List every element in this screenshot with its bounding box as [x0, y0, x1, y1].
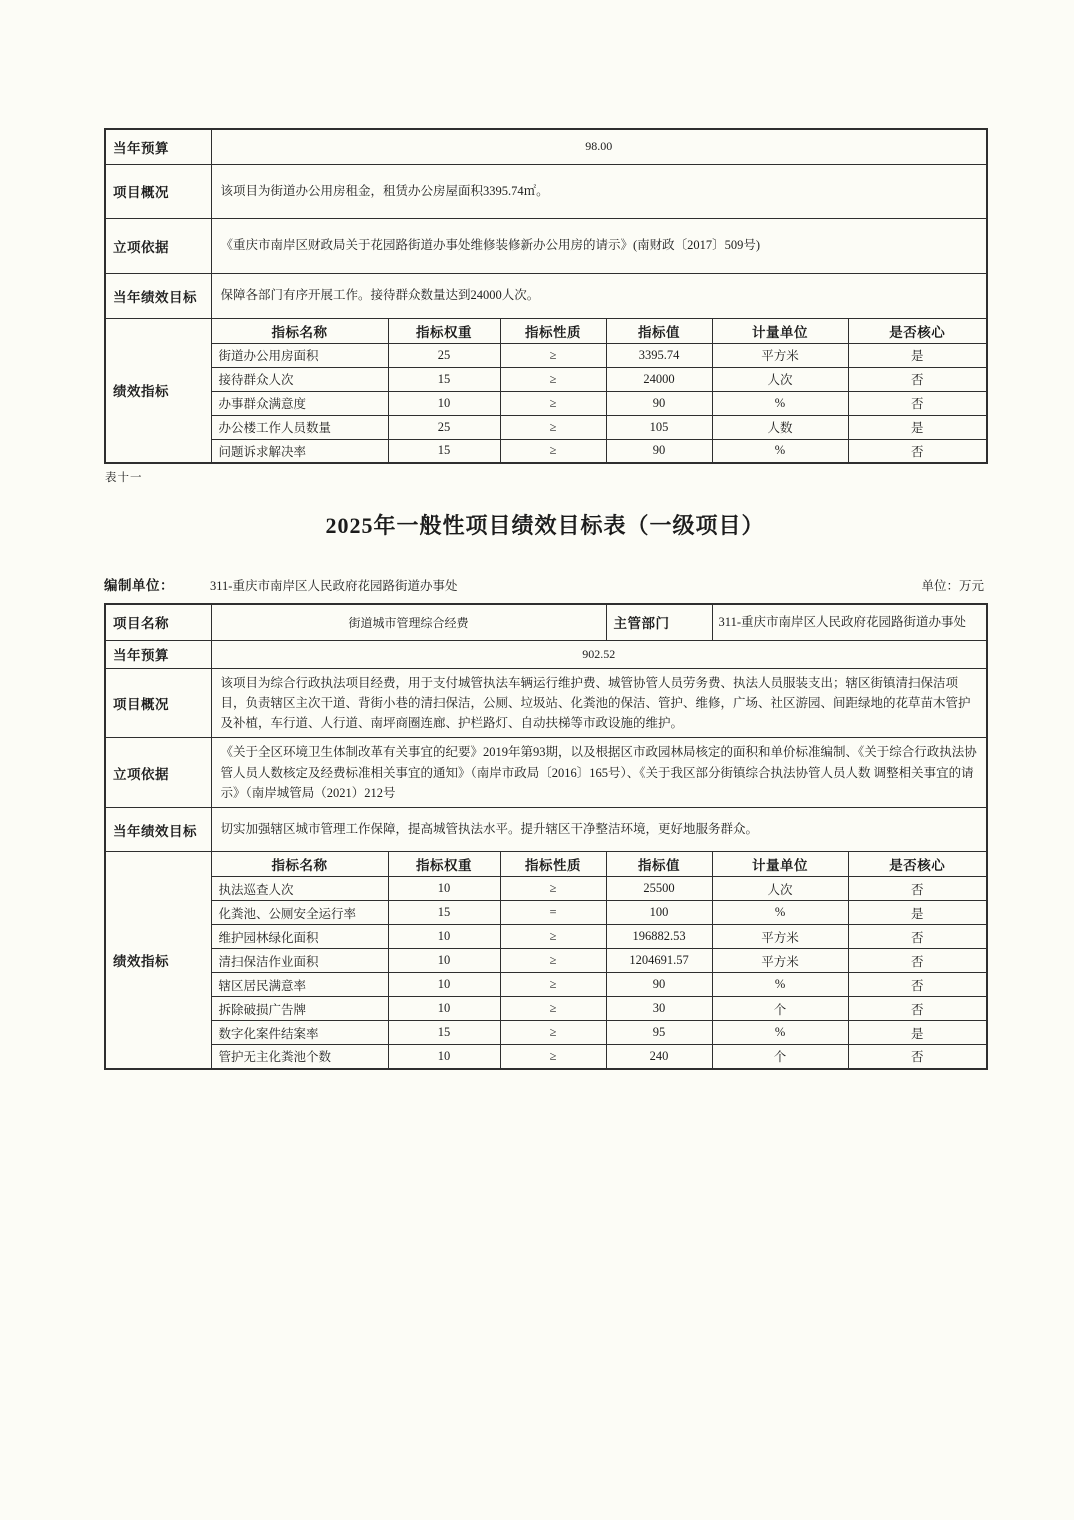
indicator-nature-cell: ≥: [500, 997, 606, 1021]
header-indicator-nature: 指标性质: [500, 852, 606, 877]
row-project-basis: [105, 738, 987, 808]
indicator-value-cell: 24000: [606, 367, 712, 391]
indicator-value-cell: 240: [606, 1045, 712, 1069]
header-indicator-nature: 指标性质: [500, 318, 606, 343]
indicator-unit-cell: 平方米: [712, 949, 848, 973]
indicator-core-cell: 是: [848, 343, 987, 367]
annual-budget-value: 98.00: [211, 129, 987, 164]
indicator-row: [105, 997, 987, 1021]
performance-indicators-label: 绩效指标: [105, 852, 211, 1069]
indicator-value-cell: 3395.74: [606, 343, 712, 367]
indicator-value-cell: 30: [606, 997, 712, 1021]
indicator-row: [105, 877, 987, 901]
indicator-name-cell: 办事群众满意度: [211, 391, 388, 415]
header-indicator-name: 指标名称: [211, 852, 388, 877]
indicator-core-cell: 是: [848, 1021, 987, 1045]
indicator-nature-cell: ≥: [500, 391, 606, 415]
indicator-weight-cell: 10: [388, 391, 500, 415]
indicator-row: [105, 901, 987, 925]
header-indicator-unit: 计量单位: [712, 852, 848, 877]
indicator-nature-cell: ≥: [500, 877, 606, 901]
prepared-by: [104, 574, 457, 594]
row-project-overview: [105, 668, 987, 738]
project-basis-label: 立项依据: [105, 218, 211, 273]
header-indicator-weight: 指标权重: [388, 852, 500, 877]
indicator-weight-cell: 10: [388, 949, 500, 973]
indicator-row: [105, 343, 987, 367]
header-indicator-value: 指标值: [606, 852, 712, 877]
indicator-core-cell: 否: [848, 925, 987, 949]
prepared-by-label: 编制单位：: [104, 578, 174, 593]
indicator-name-cell: 管护无主化粪池个数: [211, 1045, 388, 1069]
indicator-nature-cell: ≥: [500, 367, 606, 391]
project-overview-label: 项目概况: [105, 668, 211, 738]
row-annual-budget: [105, 129, 987, 164]
indicator-core-cell: 否: [848, 877, 987, 901]
indicator-row: [105, 391, 987, 415]
meta-row: [104, 574, 986, 594]
annual-budget-label: 当年预算: [105, 640, 211, 668]
indicator-core-cell: 是: [848, 415, 987, 439]
header-indicator-weight: 指标权重: [388, 318, 500, 343]
indicator-unit-cell: 平方米: [712, 925, 848, 949]
indicator-core-cell: 否: [848, 439, 987, 463]
indicator-weight-cell: 10: [388, 877, 500, 901]
header-indicator-core: 是否核心: [848, 318, 987, 343]
indicator-name-cell: 辖区居民满意率: [211, 973, 388, 997]
indicator-core-cell: 否: [848, 1045, 987, 1069]
project-name-label: 项目名称: [105, 604, 211, 640]
header-indicator-unit: 计量单位: [712, 318, 848, 343]
indicator-nature-cell: ≥: [500, 415, 606, 439]
indicator-nature-cell: ≥: [500, 343, 606, 367]
indicator-weight-cell: 10: [388, 925, 500, 949]
indicator-name-cell: 拆除破损广告牌: [211, 997, 388, 1021]
indicator-core-cell: 是: [848, 901, 987, 925]
indicator-core-cell: 否: [848, 997, 987, 1021]
indicator-row: [105, 367, 987, 391]
row-project-overview: [105, 164, 987, 218]
indicator-nature-cell: =: [500, 901, 606, 925]
performance-indicators-label: 绩效指标: [105, 318, 211, 463]
row-annual-target: [105, 808, 987, 852]
indicator-name-cell: 清扫保洁作业面积: [211, 949, 388, 973]
indicator-row: [105, 1045, 987, 1069]
indicator-header-row: [105, 852, 987, 877]
project-table-1: [104, 128, 988, 464]
indicator-name-cell: 街道办公用房面积: [211, 343, 388, 367]
annual-budget-label: 当年预算: [105, 129, 211, 164]
unit-note: 单位：万元: [921, 579, 984, 593]
indicator-value-cell: 100: [606, 901, 712, 925]
project-overview-text: 该项目为街道办公用房租金，租赁办公房屋面积3395.74㎡。: [211, 164, 987, 218]
indicator-name-cell: 问题诉求解决率: [211, 439, 388, 463]
indicator-name-cell: 数字化案件结案率: [211, 1021, 388, 1045]
indicator-name-cell: 接待群众人次: [211, 367, 388, 391]
indicator-unit-cell: %: [712, 391, 848, 415]
project-overview-label: 项目概况: [105, 164, 211, 218]
indicator-unit-cell: 个: [712, 1045, 848, 1069]
indicator-name-cell: 维护园林绿化面积: [211, 925, 388, 949]
indicator-value-cell: 196882.53: [606, 925, 712, 949]
indicator-core-cell: 否: [848, 391, 987, 415]
indicator-name-cell: 办公楼工作人员数量: [211, 415, 388, 439]
indicator-nature-cell: ≥: [500, 925, 606, 949]
indicator-unit-cell: 个: [712, 997, 848, 1021]
supervisor-value: 311-重庆市南岸区人民政府花园路街道办事处: [712, 604, 987, 640]
annual-budget-value: 902.52: [211, 640, 987, 668]
indicator-weight-cell: 10: [388, 973, 500, 997]
annual-target-text: 保障各部门有序开展工作。接待群众数量达到24000人次。: [211, 273, 987, 318]
indicator-unit-cell: %: [712, 439, 848, 463]
indicator-core-cell: 否: [848, 367, 987, 391]
annual-target-label: 当年绩效目标: [105, 273, 211, 318]
indicator-weight-cell: 25: [388, 415, 500, 439]
indicator-header-row: [105, 318, 987, 343]
indicator-row: [105, 439, 987, 463]
row-annual-target: [105, 273, 987, 318]
project-basis-text: 《关于全区环境卫生体制改革有关事宜的纪要》2019年第93期，以及根据区市政园林局核定的面积和单价标准编制、《关于综合行政执法协管人员人数核定及经费标准相关事宜的通知》（南岸市政局〔2016〕165号）、《关于我区部分街镇综合执法协管人员人数 调整相关事宜的请示》（南岸城管局（2021）212号: [211, 738, 987, 808]
prepared-by-value: 311-重庆市南岸区人民政府花园路街道办事处: [210, 579, 458, 593]
header-indicator-core: 是否核心: [848, 852, 987, 877]
indicator-nature-cell: ≥: [500, 1021, 606, 1045]
indicator-row: [105, 415, 987, 439]
indicator-weight-cell: 10: [388, 1045, 500, 1069]
page-title: 2025年一般性项目绩效目标表（一级项目）: [325, 513, 765, 538]
indicator-core-cell: 否: [848, 973, 987, 997]
indicator-unit-cell: %: [712, 901, 848, 925]
indicator-unit-cell: 平方米: [712, 343, 848, 367]
indicator-weight-cell: 15: [388, 367, 500, 391]
row-project-name: [105, 604, 987, 640]
table-caption: 表十一: [105, 472, 143, 484]
supervisor-label: 主管部门: [606, 604, 712, 640]
indicator-unit-cell: 人数: [712, 415, 848, 439]
indicator-weight-cell: 15: [388, 901, 500, 925]
indicator-nature-cell: ≥: [500, 949, 606, 973]
document-content: [104, 128, 986, 1070]
indicator-value-cell: 105: [606, 415, 712, 439]
indicator-unit-cell: 人次: [712, 877, 848, 901]
indicator-row: [105, 973, 987, 997]
project-overview-text: 该项目为综合行政执法项目经费，用于支付城管执法车辆运行维护费、城管协管人员劳务费、执法人员服装支出；辖区街镇清扫保洁项目，负责辖区主次干道、背街小巷的清扫保洁，公厕、垃圾站、化粪池的保洁、管护、维修，广场、社区游园、间距绿地的花草苗木管护及补植，车行道、人行道、南坪商圈连廊、护栏路灯、自动扶梯等市政设施的维护。: [211, 668, 987, 738]
indicator-unit-cell: %: [712, 1021, 848, 1045]
indicator-row: [105, 925, 987, 949]
indicator-nature-cell: ≥: [500, 973, 606, 997]
indicator-weight-cell: 25: [388, 343, 500, 367]
indicator-value-cell: 90: [606, 439, 712, 463]
indicator-name-cell: 化粪池、公厕安全运行率: [211, 901, 388, 925]
indicator-nature-cell: ≥: [500, 439, 606, 463]
indicator-core-cell: 否: [848, 949, 987, 973]
indicator-value-cell: 90: [606, 391, 712, 415]
indicator-row: [105, 949, 987, 973]
indicator-row: [105, 1021, 987, 1045]
annual-target-label: 当年绩效目标: [105, 808, 211, 852]
indicator-weight-cell: 15: [388, 439, 500, 463]
project-table-2: [104, 603, 988, 1070]
header-indicator-name: 指标名称: [211, 318, 388, 343]
project-name-value: 街道城市管理综合经费: [211, 604, 606, 640]
indicator-value-cell: 90: [606, 973, 712, 997]
header-indicator-value: 指标值: [606, 318, 712, 343]
row-annual-budget: [105, 640, 987, 668]
indicator-nature-cell: ≥: [500, 1045, 606, 1069]
indicator-unit-cell: %: [712, 973, 848, 997]
indicator-weight-cell: 15: [388, 1021, 500, 1045]
indicator-value-cell: 25500: [606, 877, 712, 901]
project-basis-text: 《重庆市南岸区财政局关于花园路街道办事处维修装修新办公用房的请示》(南财政〔2017〕509号): [211, 218, 987, 273]
indicator-unit-cell: 人次: [712, 367, 848, 391]
indicator-value-cell: 95: [606, 1021, 712, 1045]
indicator-value-cell: 1204691.57: [606, 949, 712, 973]
row-project-basis: [105, 218, 987, 273]
indicator-name-cell: 执法巡查人次: [211, 877, 388, 901]
project-basis-label: 立项依据: [105, 738, 211, 808]
indicator-weight-cell: 10: [388, 997, 500, 1021]
annual-target-text: 切实加强辖区城市管理工作保障，提高城管执法水平。提升辖区干净整洁环境，更好地服务群众。: [211, 808, 987, 852]
